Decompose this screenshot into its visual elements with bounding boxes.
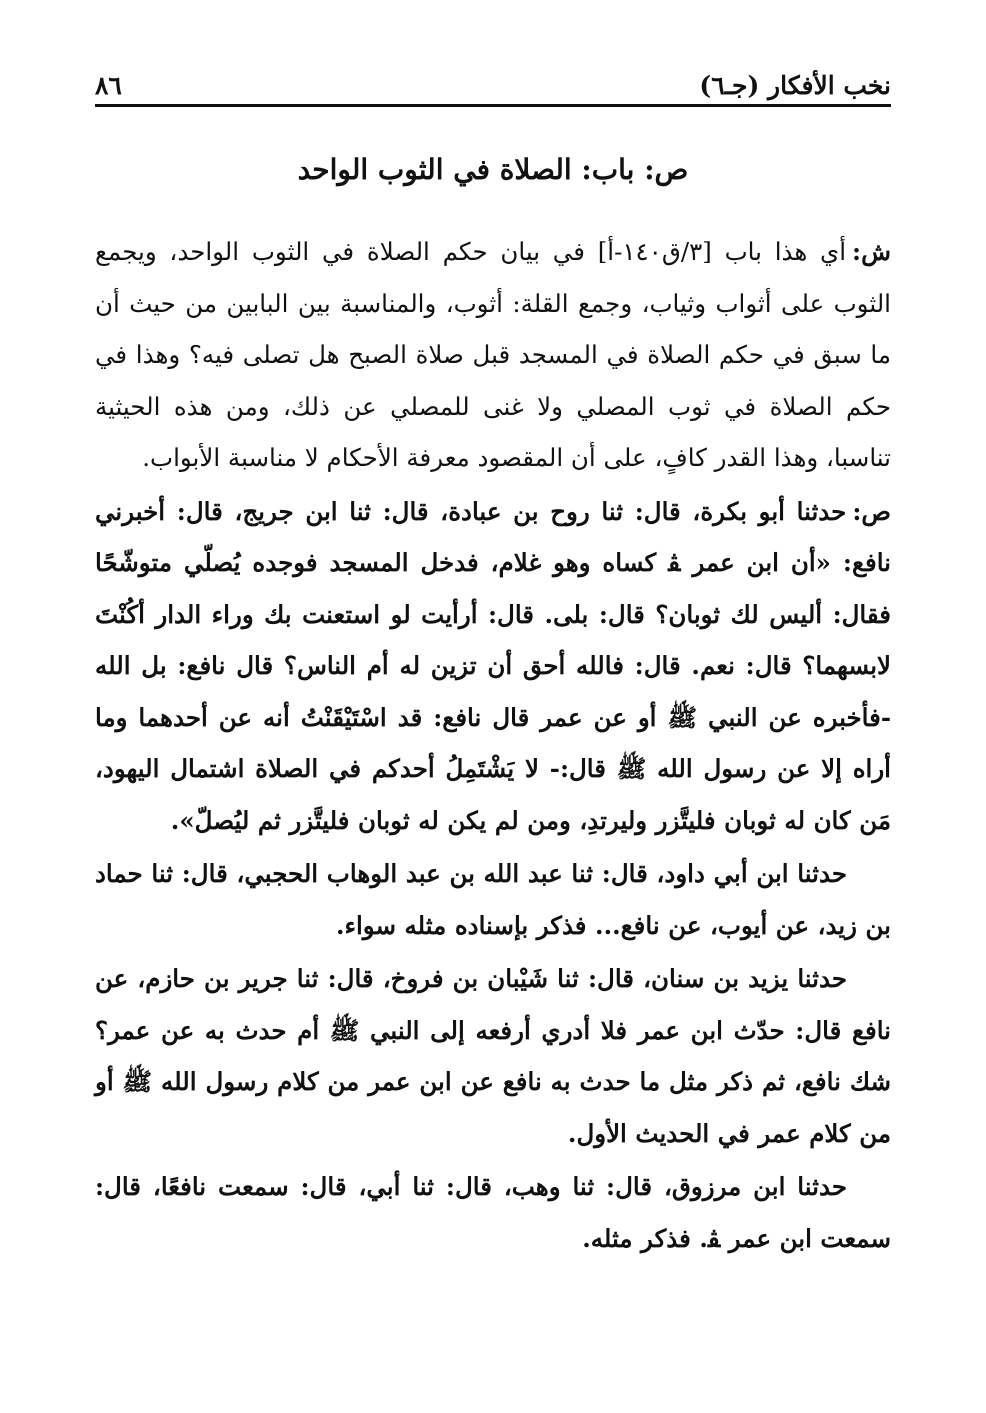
chapter-title: ص: باب: الصلاة في الثوب الواحد	[297, 153, 689, 186]
hadith-paragraph	[95, 953, 891, 1159]
hadith-paragraph	[95, 848, 891, 951]
body-text	[95, 226, 891, 1264]
paragraph-text: حدثنا أبو بكرة، قال: ثنا روح بن عبادة، قال: ثنا ابن جريج، قال: أخبرني نافع: «أن ابن عمر ﭭ كساه وهو غلام، فدخل المسجد فوجده يُصلّي متوشّحًا فقال: أليس لك ثوبان؟ قال: بلى. قال: أرأيت لو استعنت بك وراء الدار أكُنْتَ لابسهما؟ قال: نعم. قال: فالله أحق أن تزين له أم الناس؟ قال نافع: بل الله -فأخبره عن النبي ﷺ أو عن عمر قال نافع: قد اسْتَيْقَنْتُ أنه عن أحدهما وما أراه إلا عن رسول الله ﷺ قال:- لا يَشْتَمِلُ أحدكم في الصلاة اشتمال اليهود، مَن كان له ثوبان فليتَّزر وليرتدِ، ومن لم يكن له ثوبان فليتَّزر ثم ليُصلّ».	[95, 496, 891, 835]
header-divider	[95, 104, 891, 107]
hadith-paragraph	[95, 1161, 891, 1264]
running-header	[95, 60, 891, 100]
commentary-paragraph	[95, 226, 891, 484]
paragraph-lead: ص:	[852, 496, 891, 526]
paragraph-text: حدثنا ابن أبي داود، قال: ثنا عبد الله بن عبد الوهاب الحجبي، قال: ثنا حماد بن زيد، عن أيوب، عن نافع... فذكر بإسناده مثله سواء.	[95, 859, 891, 940]
paragraph-lead: ش:	[852, 237, 891, 266]
header-book-title: نخب الأفكار (جـ٦)	[699, 71, 891, 100]
paragraph-text: أي هذا باب [٣/ق١٤٠-أ] في بيان حكم الصلاة في الثوب الواحد، ويجمع الثوب على أثواب وثياب، وجمع القلة: أثوب، والمناسبة بين البابين من حيث أن ما سبق في حكم الصلاة في المسجد قبل صلاة الصبح هل تصلى فيه؟ وهذا في حكم الصلاة في ثوب المصلي ولا غنى للمصلي عن ذلك، ومن هذه الحيثية تناسبا، وهذا القدر كافٍ، على أن المقصود معرفة الأحكام لا مناسبة الأبواب.	[95, 237, 891, 472]
paragraph-text: حدثنا ابن مرزوق، قال: ثنا وهب، قال: ثنا أبي، قال: سمعت نافعًا، قال: سمعت ابن عمر ﭭ. فذكر مثله.	[95, 1172, 891, 1253]
hadith-paragraph	[95, 486, 891, 847]
page-number: ٨٦	[95, 71, 122, 100]
paragraph-text: حدثنا يزيد بن سنان، قال: ثنا شَيْبان بن فروخ، قال: ثنا جرير بن حازم، عن نافع قال: حدّث ابن عمر فلا أدري أرفعه إلى النبي ﷺ أم حدث به عن عمر؟ شك نافع، ثم ذكر مثل ما حدث به نافع عن ابن عمر من كلام رسول الله ﷺ أو من كلام عمر في الحديث الأول.	[95, 964, 891, 1148]
